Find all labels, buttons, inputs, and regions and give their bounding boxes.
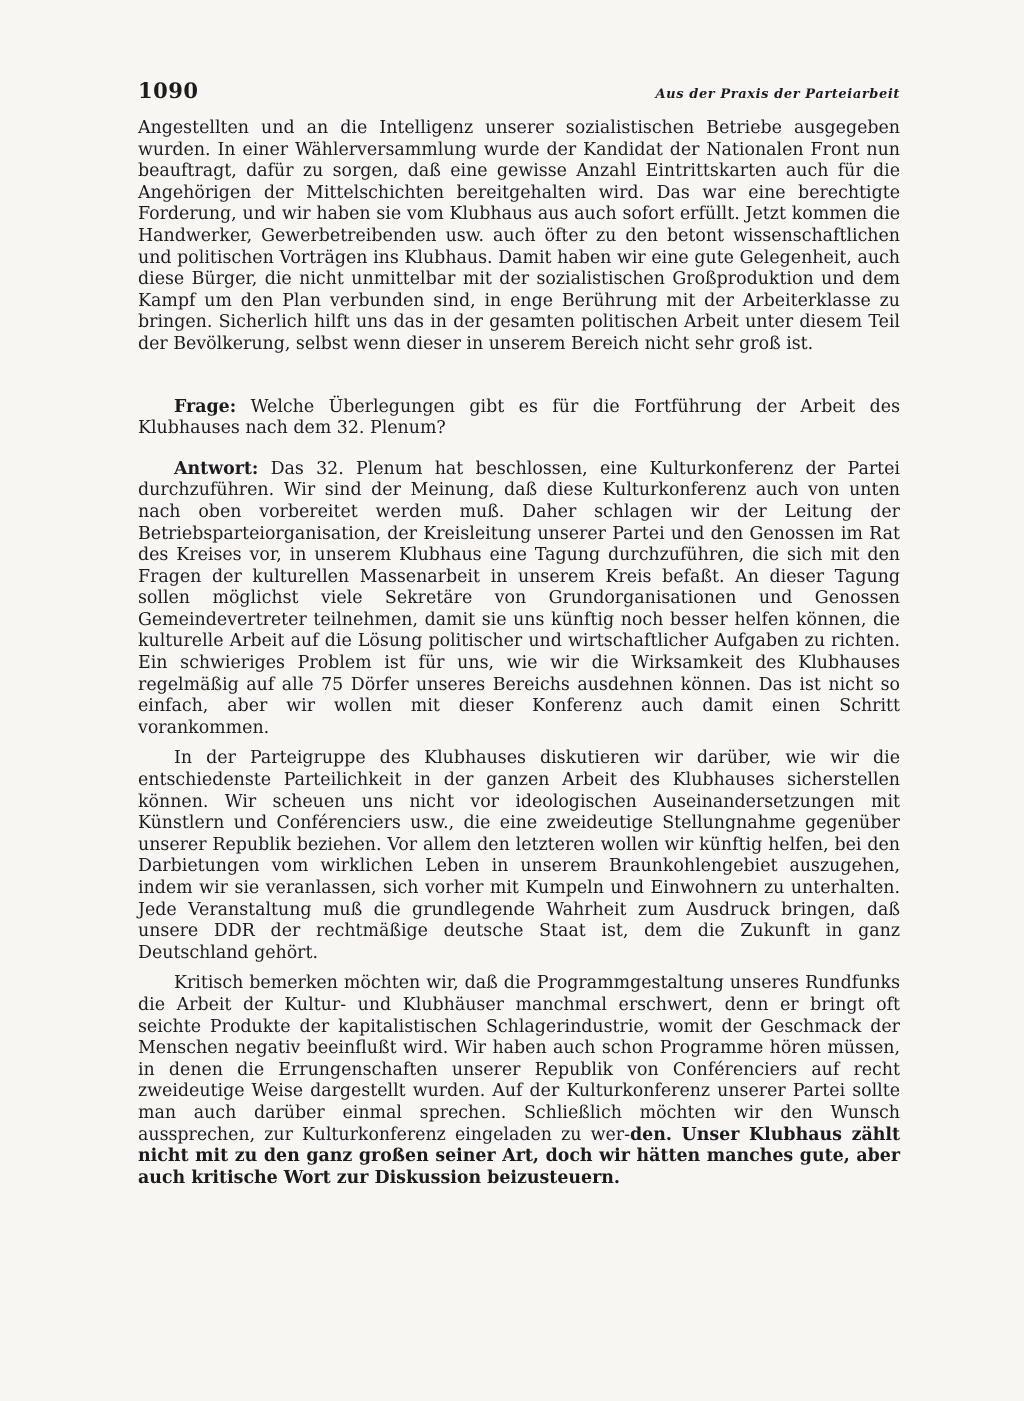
body-paragraph-2: In der Parteigruppe des Klubhauses diskutieren wir darüber, wie wir die entschiedenste Parteilichkeit in der ganzen Arbeit des Klubhauses sicherstellen können. Wir scheuen uns nicht vor ideologischen Auseinandersetzungen mit Künstlern und Conférenciers usw., die eine zweideutige Stellungnahme gegenüber unserer Republik beziehen. Vor allem den letzteren wollen wir künftig helfen, bei den Darbietungen vom wirklichen Leben in unserem Braunkohlengebiet auszugehen, indem wir sie veranlassen, sich vorher mit Kumpeln und Einwohnern zu unterhalten. Jede Veranstaltung muß die grundlegende Wahrheit zum Ausdruck bringen, daß unsere DDR der rechtmäßige deutsche Staat ist, dem die Zukunft in ganz Deutschland gehört.	[138, 748, 900, 963]
page-header	[138, 78, 900, 118]
document-page	[138, 78, 900, 1189]
answer-text: Das 32. Plenum hat beschlossen, eine Kulturkonferenz der Partei durchzuführen. Wir sind der Meinung, daß diese Kulturkonferenz auch von unten nach oben vorbereitet werden muß. Daher schlagen wir der Leitung der Betriebsparteiorganisation, der Kreisleitung unserer Partei und den Genossen im Rat des Kreises vor, in unserem Klubhaus eine Tagung durchzuführen, die sich mit den Fragen der kulturellen Massenarbeit in unserem Kreis befaßt. An dieser Tagung sollen möglichst viele Sekretäre von Grundorganisationen und Genossen Gemeindevertreter teilnehmen, damit sie uns künftig noch besser helfen können, die kulturelle Arbeit auf die Lösung politischer und wirtschaftlicher Aufgaben zu richten. Ein schwieriges Problem ist für uns, wie wir die Wirksamkeit des Klubhauses regelmäßig auf alle 75 Dörfer unseres Bereichs ausdehnen können. Das ist nicht so einfach, aber wir wollen mit dieser Konferenz auch damit einen Schritt vorankommen.	[138, 458, 900, 738]
body-paragraph-3	[138, 973, 900, 1189]
paragraph-3-closing: den. Unser Klubhaus zählt nicht mit zu den ganz großen seiner Art, doch wir hätten manches gute, aber auch kritische Wort zur Diskussion beizusteuern.	[138, 1124, 900, 1188]
answer-label: Antwort:	[174, 458, 259, 479]
article-body	[138, 118, 900, 1189]
question-text: Welche Überlegungen gibt es für die Fortführung der Arbeit des Klubhauses nach dem 32. Plenum?	[138, 396, 901, 439]
page-number: 1090	[138, 78, 199, 103]
answer-paragraph	[138, 459, 900, 740]
question-paragraph	[138, 397, 900, 440]
paragraph-3-text: Kritisch bemerken möchten wir, daß die Programmgestaltung unseres Rundfunks die Arbeit der Kultur- und Klubhäuser manchmal erschwert, denn er bringt oft seichte Produkte der kapitalistischen Schlagerindustrie, womit der Geschmack der Menschen negativ beeinflußt wird. Wir haben auch schon Programme hören müssen, in denen die Errungenschaften unserer Republik von Conférenciers auf recht zweideutige Weise dargestellt wurden. Auf der Kulturkonferenz unserer Partei sollte man auch darüber einmal sprechen. Schließlich möchten wir den Wunsch aussprechen, zur Kulturkonferenz eingeladen zu wer-	[138, 973, 900, 1145]
question-label: Frage:	[174, 396, 237, 417]
intro-paragraph: Angestellten und an die Intelligenz unserer sozialistischen Betriebe ausgegeben wurden. In einer Wählerversammlung wurde der Kandidat der Nationalen Front nun beauftragt, dafür zu sorgen, daß eine gewisse Anzahl Eintrittskarten auch für die Angehörigen der Mittelschichten bereitgehalten wird. Das war eine berechtigte Forderung, und wir haben sie vom Klubhaus aus auch sofort erfüllt. Jetzt kommen die Handwerker, Gewerbetreibenden usw. auch öfter zu den betont wissenschaftlichen und politischen Vorträgen ins Klubhaus. Damit haben wir eine gute Gelegenheit, auch diese Bürger, die nicht unmittelbar mit der sozialistischen Großproduktion und dem Kampf um den Plan verbunden sind, in enge Berührung mit der Arbeiterklasse zu bringen. Sicherlich hilft uns das in der gesamten politischen Arbeit unter diesem Teil der Bevölkerung, selbst wenn dieser in unserem Bereich nicht sehr groß ist.	[138, 118, 900, 354]
running-head: Aus der Praxis der Parteiarbeit	[655, 87, 900, 102]
